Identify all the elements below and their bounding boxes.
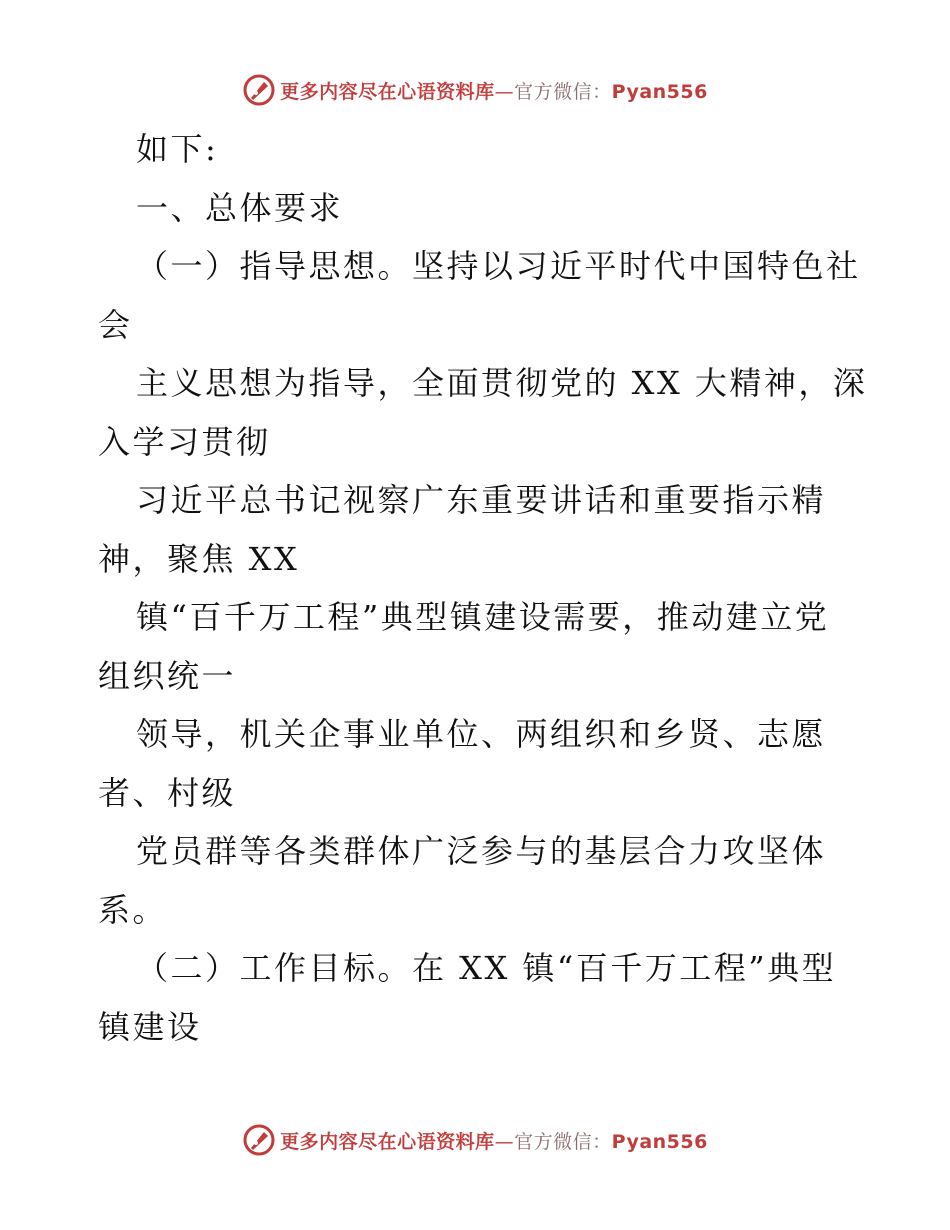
header-banner: [0, 70, 950, 110]
document-line: 如下:: [136, 130, 219, 168]
banner-dash: —: [494, 1130, 515, 1153]
section-heading: 一、总体要求: [136, 188, 344, 227]
contact-label: 官方微信：: [514, 1130, 612, 1153]
site-name: 更多内容尽在心语资料库: [280, 80, 495, 103]
footer-banner: [0, 1120, 950, 1160]
document-line: 系。: [98, 890, 168, 929]
document-line: 习近平总书记视察广东重要讲话和重要指示精: [136, 481, 827, 519]
document-line: 镇“百千万工程”典型镇建设需要，推动建立党: [136, 598, 830, 636]
document-line: （二）工作目标。在 XX 镇“百千万工程”典型: [136, 949, 837, 987]
document-line: 主义思想为指导，全面贯彻党的 XX 大精神，深: [136, 364, 868, 402]
contact-id: Pyan556: [611, 1130, 708, 1153]
document-line: 者、村级: [98, 773, 237, 812]
document-body: [98, 120, 878, 1056]
document-line: 神，聚焦 XX: [98, 539, 300, 578]
contact-id: Pyan556: [611, 80, 708, 103]
site-name: 更多内容尽在心语资料库: [280, 1130, 495, 1153]
document-line: 镇建设: [98, 1007, 202, 1046]
header-banner-text: [280, 77, 708, 104]
document-line: 领导，机关企事业单位、两组织和乡贤、志愿: [136, 715, 827, 753]
document-line: 会: [98, 305, 133, 344]
contact-label: 官方微信：: [514, 80, 612, 103]
pen-nib-logo-icon: [242, 73, 276, 107]
banner-dash: —: [494, 80, 515, 103]
pen-nib-logo-icon: [242, 1123, 276, 1157]
document-line: 党员群等各类群体广泛参与的基层合力攻坚体: [136, 832, 827, 870]
document-line: （一）指导思想。坚持以习近平时代中国特色社: [136, 247, 861, 285]
document-line: 组织统一: [98, 656, 237, 695]
document-line: 入学习贯彻: [98, 422, 271, 461]
footer-banner-text: [280, 1127, 708, 1154]
